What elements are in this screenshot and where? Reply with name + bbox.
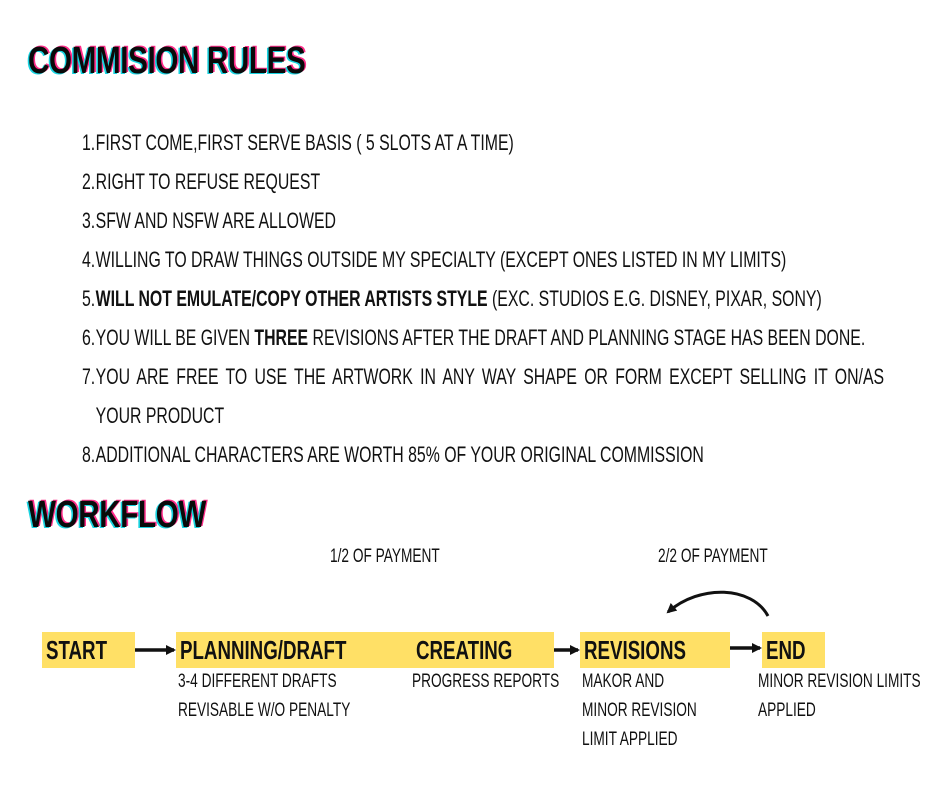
rule-item-7 <box>82 357 902 435</box>
rule-text-before: YOU WILL BE GIVEN <box>95 325 255 350</box>
rule-text: ADDITIONAL CHARACTERS ARE WORTH 85% OF YOUR ORIGINAL COMMISSION <box>95 442 704 467</box>
workflow-title: WORKFLOW <box>28 494 206 536</box>
rule-item-2 <box>82 162 902 201</box>
rule-number: 3. <box>82 208 96 233</box>
rule-text <box>82 318 865 357</box>
desc-line: MINOR REVISION <box>582 700 697 721</box>
rule-text: RIGHT TO REFUSE REQUEST <box>95 169 321 194</box>
desc-line: PROGRESS REPORTS <box>412 671 560 692</box>
step-start: START <box>42 632 135 668</box>
commission-rules-title: COMMISION RULES <box>28 40 306 82</box>
rule-number: 4. <box>82 247 96 272</box>
rule-item-8 <box>82 435 902 474</box>
step-planning-draft: PLANNING/DRAFT <box>176 632 415 668</box>
rule-item-6 <box>82 318 902 357</box>
desc-line: MINOR REVISION LIMITS <box>758 671 921 692</box>
step-revisions-desc <box>582 667 741 754</box>
rule-bold-text: THREE <box>254 325 309 350</box>
rules-list <box>82 123 902 474</box>
desc-line: 3-4 DIFFERENT DRAFTS <box>178 671 337 692</box>
step-revisions: REVISIONS <box>580 632 730 668</box>
rule-text: SFW AND NSFW ARE ALLOWED <box>95 208 336 233</box>
rule-number: 7. <box>82 364 96 389</box>
rule-text-line-2: YOUR PRODUCT <box>95 403 225 428</box>
rule-text-line-1: YOU ARE FREE TO USE THE ARTWORK IN ANY WAY SHAPE OR FORM EXCEPT SELLING IT ON/AS <box>95 364 885 389</box>
rule-number: 5. <box>82 286 96 311</box>
rule-number: 8. <box>82 442 96 467</box>
step-end: END <box>762 632 825 668</box>
rule-item-4 <box>82 240 902 279</box>
arrow-end-loop-back <box>668 592 768 616</box>
rule-number: 6. <box>82 325 96 350</box>
payment-label-first: 1/2 OF PAYMENT <box>330 546 440 567</box>
desc-line: LIMIT APPLIED <box>582 729 678 750</box>
rule-text-rest: (EXC. STUDIOS E.G. DISNEY, PIXAR, SONY) <box>487 286 822 311</box>
rule-item-3 <box>82 201 902 240</box>
step-end-desc <box>758 667 940 725</box>
rule-bold-text: WILL NOT EMULATE/COPY OTHER ARTISTS STYLE <box>95 286 488 311</box>
step-planning-desc <box>178 667 417 725</box>
rule-text-after: REVISIONS AFTER THE DRAFT AND PLANNING STAGE HAS BEEN DONE. <box>308 325 866 350</box>
rule-number: 2. <box>82 169 96 194</box>
step-creating: CREATING <box>412 632 554 668</box>
rule-text <box>82 279 822 318</box>
desc-line: APPLIED <box>758 700 816 721</box>
rule-text: FIRST COME,FIRST SERVE BASIS ( 5 SLOTS AT A TIME) <box>95 130 514 155</box>
payment-label-second: 2/2 OF PAYMENT <box>658 546 768 567</box>
desc-line: MAKOR AND <box>582 671 665 692</box>
rule-item-1 <box>82 123 902 162</box>
rule-text: WILLING TO DRAW THINGS OUTSIDE MY SPECIALTY (EXCEPT ONES LISTED IN MY LIMITS) <box>95 247 787 272</box>
desc-line: REVISABLE W/O PENALTY <box>178 700 351 721</box>
rule-item-5 <box>82 279 902 318</box>
rule-number: 1. <box>82 130 96 155</box>
rule-text <box>82 357 884 435</box>
